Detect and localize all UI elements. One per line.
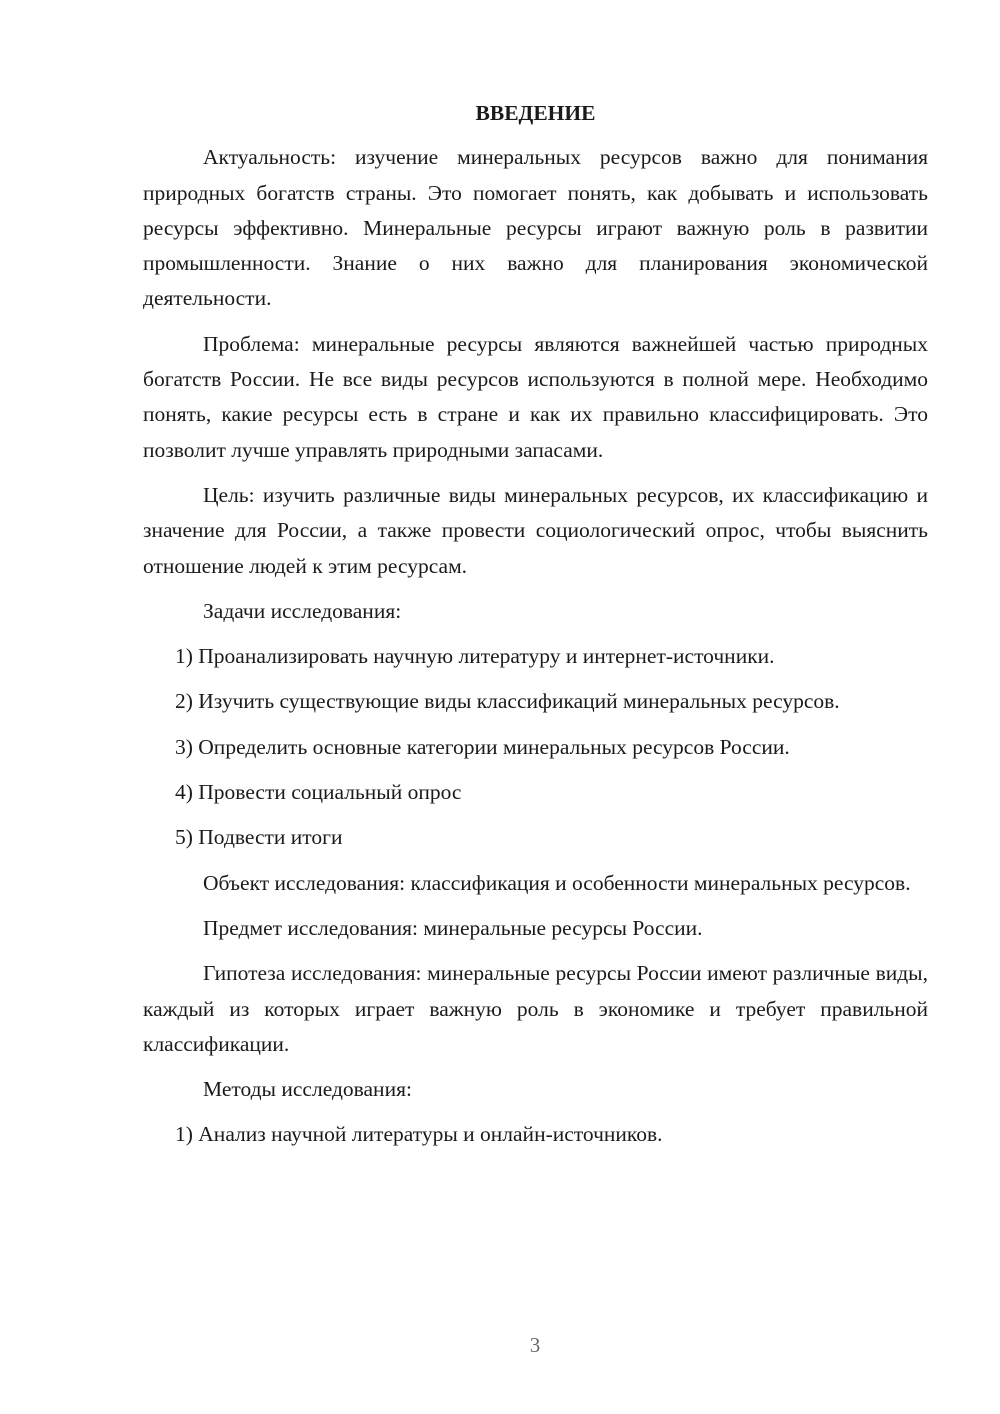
paragraph-problem: Проблема: минеральные ресурсы являются важнейшей частью природных богатств России. Не все виды ресурсов используются в полной мере. Необходимо понять, какие ресурсы есть в стране и как их правильно классифицировать. Это позволит лучше управлять природными запасами. (143, 331, 928, 462)
page-number: 3 (529, 1333, 541, 1357)
tasks-heading: Задачи исследования: (203, 598, 402, 623)
paragraph-subject: Предмет исследования: минеральные ресурсы России. (203, 915, 703, 940)
task-item-2: 2) Изучить существующие виды классификаций минеральных ресурсов. (175, 689, 840, 714)
document-page (143, 96, 928, 1163)
task-item-1: 1) Проанализировать научную литературу и интернет-источники. (175, 644, 775, 669)
page-title: ВВЕДЕНИЕ (475, 101, 596, 125)
task-item-4: 4) Провести социальный опрос (175, 780, 462, 805)
paragraph-relevance: Актуальность: изучение минеральных ресурсов важно для понимания природных богатств страны. Это помогает понять, как добывать и использовать ресурсы эффективно. Минеральные ресурсы играют важную роль в развитии промышленности. Знание о них важно для планирования экономической деятельности. (143, 145, 928, 311)
paragraph-hypothesis: Гипотеза исследования: минеральные ресурсы России имеют различные виды, каждый из которых играет важную роль в экономике и требует правильной классификации. (143, 961, 928, 1056)
task-item-5: 5) Подвести итоги (175, 825, 343, 850)
method-item-1: 1) Анализ научной литературы и онлайн-источников. (175, 1122, 663, 1147)
task-item-3: 3) Определить основные категории минеральных ресурсов России. (175, 734, 790, 759)
paragraph-goal: Цель: изучить различные виды минеральных ресурсов, их классификацию и значение для России, а также провести социологический опрос, чтобы выяснить отношение людей к этим ресурсам. (143, 482, 928, 578)
paragraph-object: Объект исследования: классификация и особенности минеральных ресурсов. (203, 870, 911, 895)
methods-heading: Методы исследования: (203, 1077, 412, 1102)
